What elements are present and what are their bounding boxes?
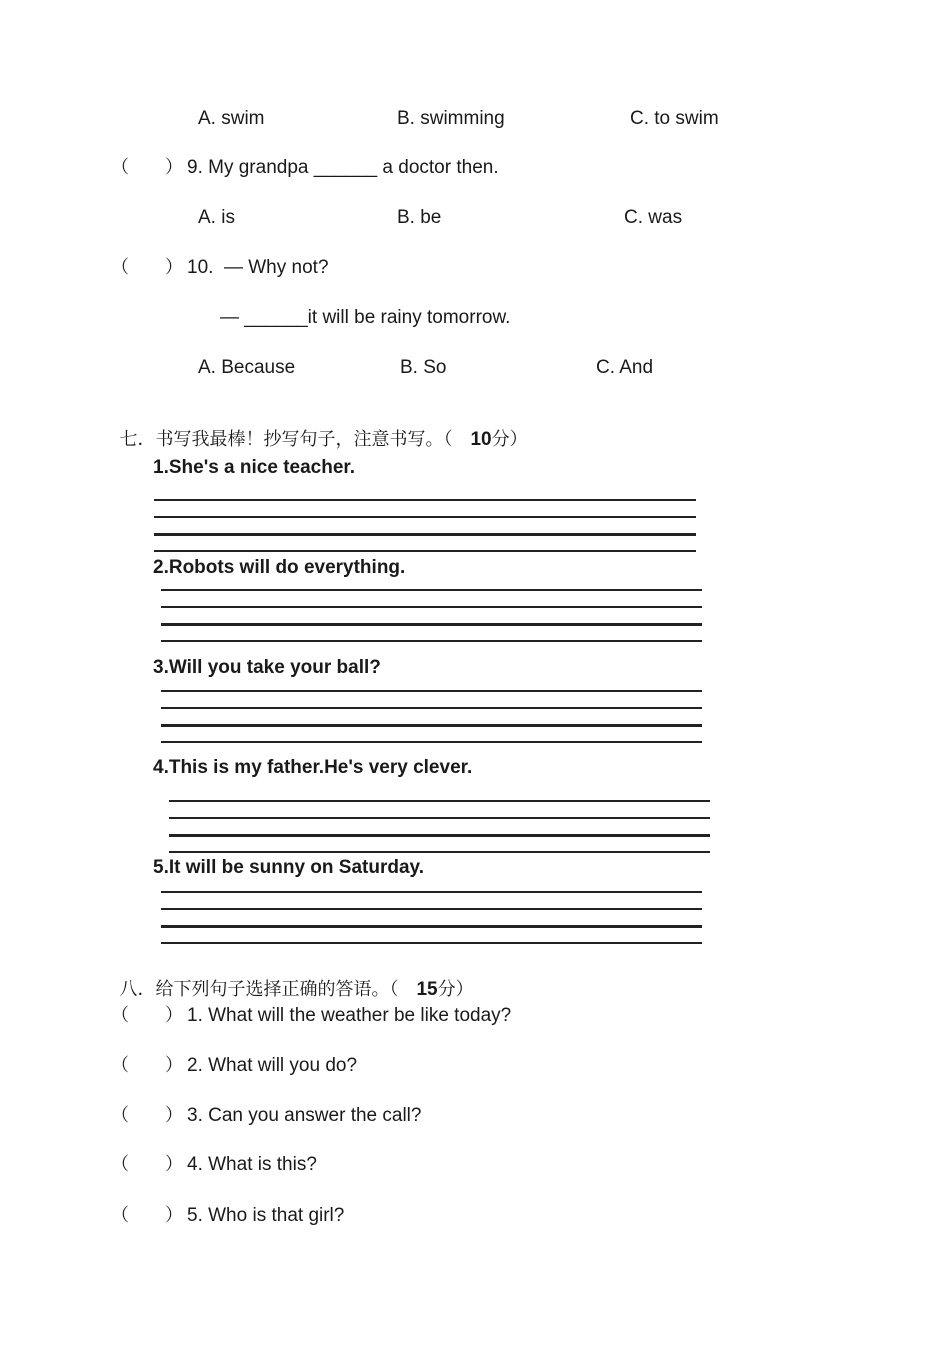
q9-answer-paren[interactable]: （ ） — [111, 157, 183, 178]
writing-lines-2[interactable] — [161, 589, 702, 645]
copy-sentence-2: 2.Robots will do everything. — [153, 557, 406, 578]
q8-option-b: B. swimming — [397, 108, 505, 129]
section7-heading — [108, 404, 528, 452]
section8-unit: 分） — [437, 979, 474, 1000]
copy-sentence-4: 4.This is my father.He's very clever. — [153, 757, 473, 778]
q10-answer-paren[interactable]: （ ） — [111, 257, 183, 278]
q10-option-a: A. Because — [198, 357, 296, 378]
section7-unit: 分） — [491, 429, 528, 450]
s8-question-3: 3. Can you answer the call? — [187, 1105, 422, 1126]
section8-heading — [108, 954, 474, 1002]
writing-lines-3[interactable] — [161, 690, 702, 746]
copy-sentence-1: 1.She's a nice teacher. — [153, 457, 356, 478]
s8-question-2: 2. What will you do? — [187, 1055, 358, 1076]
section8-title: 八．给下列句子选择正确的答语。（ — [119, 979, 399, 1000]
s8-question-5: 5. Who is that girl? — [187, 1205, 345, 1226]
q9-option-b: B. be — [397, 207, 442, 228]
q8-option-a: A. swim — [198, 108, 265, 129]
q8-option-c: C. to swim — [630, 108, 719, 129]
section7-title: 七．书写我最棒！抄写句子，注意书写。（ — [119, 429, 453, 450]
section8-points: 15 — [416, 979, 438, 1000]
writing-lines-4[interactable] — [169, 800, 710, 856]
s8-q1-paren[interactable]: （ ） — [111, 1005, 183, 1026]
writing-lines-1[interactable] — [154, 499, 696, 555]
q10-answer-line: — ______it will be rainy tomorrow. — [220, 307, 511, 328]
q9-option-c: C. was — [624, 207, 683, 228]
section7-points: 10 — [470, 429, 492, 450]
s8-question-4: 4. What is this? — [187, 1154, 317, 1175]
q9-option-a: A. is — [198, 207, 235, 228]
q10-question: 10. — Why not? — [187, 257, 329, 278]
copy-sentence-5: 5.It will be sunny on Saturday. — [153, 857, 424, 878]
s8-q2-paren[interactable]: （ ） — [111, 1055, 183, 1076]
q10-option-b: B. So — [400, 357, 447, 378]
q9-question: 9. My grandpa ______ a doctor then. — [187, 157, 499, 178]
s8-q4-paren[interactable]: （ ） — [111, 1154, 183, 1175]
s8-question-1: 1. What will the weather be like today? — [187, 1005, 512, 1026]
copy-sentence-3: 3.Will you take your ball? — [153, 657, 381, 678]
q10-option-c: C. And — [596, 357, 654, 378]
writing-lines-5[interactable] — [161, 891, 702, 947]
s8-q5-paren[interactable]: （ ） — [111, 1205, 183, 1226]
s8-q3-paren[interactable]: （ ） — [111, 1105, 183, 1126]
